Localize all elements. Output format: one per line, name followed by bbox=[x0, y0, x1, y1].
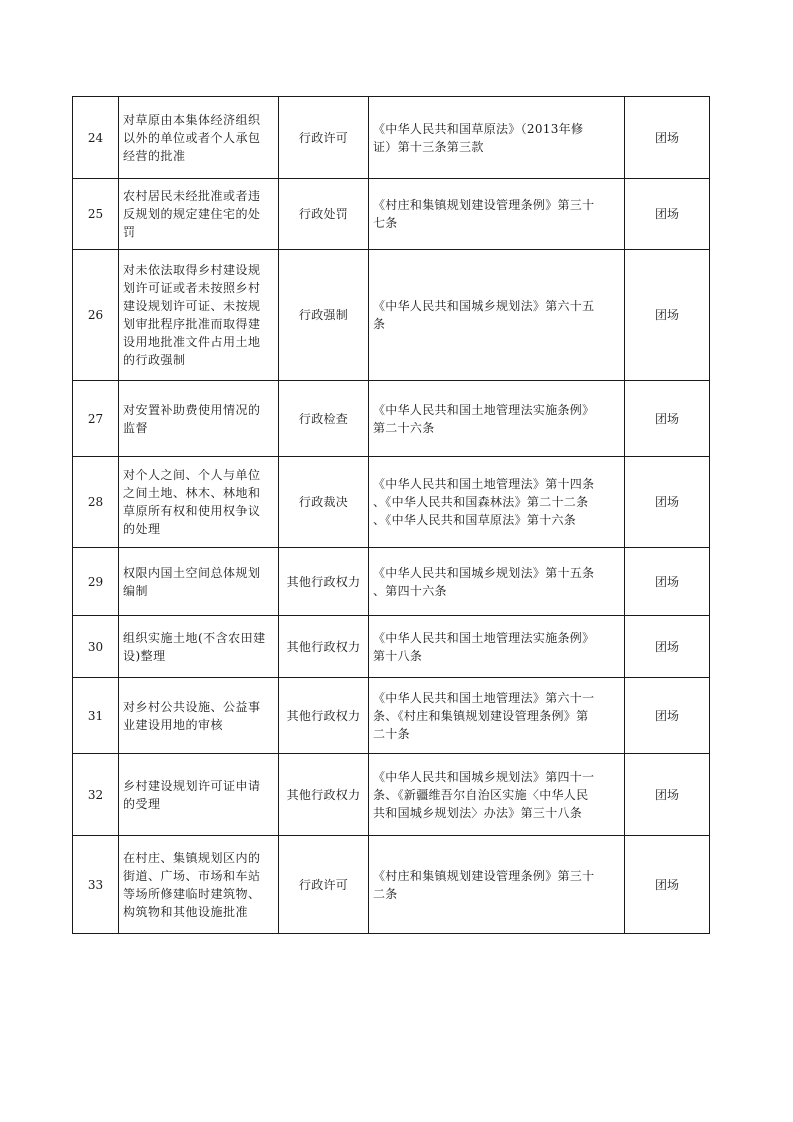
table-row bbox=[73, 97, 710, 179]
legal-basis: 《村庄和集镇规划建设管理条例》第三十 七条 bbox=[373, 198, 595, 230]
row-number: 31 bbox=[87, 708, 104, 723]
legal-basis: 《中华人民共和国城乡规划法》第十五条 、第四十六条 bbox=[373, 565, 595, 598]
power-item-name: 乡村建设规划许可证申请 的受理 bbox=[123, 778, 261, 811]
row-number: 25 bbox=[87, 207, 104, 221]
table-row bbox=[73, 381, 710, 457]
table-row bbox=[73, 754, 710, 836]
power-type: 其他行政权力 bbox=[286, 639, 361, 654]
row-number: 30 bbox=[87, 639, 104, 654]
table-row bbox=[73, 179, 710, 250]
legal-basis: 《中华人民共和国土地管理法实施条例》 第二十六条 bbox=[373, 402, 595, 435]
legal-basis: 《中华人民共和国城乡规划法》第四十一 条、《新疆维吾尔自治区实施〈中华人民 共和国城乡规划法〉办法》第三十八条 bbox=[373, 769, 595, 820]
power-type: 行政检查 bbox=[298, 411, 349, 426]
power-item-name: 农村居民未经批准或者违 反规划的规定建住宅的处 罚 bbox=[123, 189, 261, 239]
implementing-unit: 团场 bbox=[654, 495, 679, 509]
implementing-unit: 团场 bbox=[654, 787, 679, 802]
implementing-unit: 团场 bbox=[654, 130, 679, 145]
table-row bbox=[73, 250, 710, 381]
power-item-name: 权限内国土空间总体规划 编制 bbox=[123, 565, 261, 598]
power-item-name: 在村庄、集镇规划区内的 街道、广场、市场和车站 等场所修建临时建筑物、 构筑物和其他设施批准 bbox=[123, 850, 261, 919]
legal-basis: 《中华人民共和国城乡规划法》第六十五 条 bbox=[373, 299, 595, 331]
legal-basis: 《中华人民共和国土地管理法》第六十一 条、《村庄和集镇规划建设管理条例》第 二十条 bbox=[373, 690, 595, 741]
row-number: 26 bbox=[87, 308, 104, 322]
table-row bbox=[73, 548, 710, 616]
implementing-unit: 团场 bbox=[654, 877, 679, 892]
implementing-unit: 团场 bbox=[654, 639, 679, 654]
table-row bbox=[73, 678, 710, 754]
row-number: 29 bbox=[87, 574, 104, 589]
power-type: 其他行政权力 bbox=[286, 787, 361, 802]
power-type: 行政许可 bbox=[298, 877, 349, 892]
row-number: 32 bbox=[87, 787, 104, 802]
implementing-unit: 团场 bbox=[654, 411, 679, 426]
row-number: 33 bbox=[87, 877, 104, 892]
power-item-name: 对个人之间、个人与单位 之间土地、林木、林地和 草原所有权和使用权争议 的处理 bbox=[123, 468, 261, 536]
power-item-name: 对草原由本集体经济组织 以外的单位或者个人承包 经营的批准 bbox=[123, 112, 261, 163]
power-list-table bbox=[72, 96, 710, 934]
power-list-sheet bbox=[72, 96, 709, 934]
table-row bbox=[73, 616, 710, 678]
power-item-name: 对乡村公共设施、公益事 业建设用地的审核 bbox=[123, 699, 261, 732]
power-item-name: 对未依法取得乡村建设规 划许可证或者未按照乡村 建设规划许可证、未按规 划审批程序批准而取得建 设用地批准文件占用土地 的行政强制 bbox=[123, 263, 261, 367]
power-type: 行政裁决 bbox=[298, 495, 349, 509]
row-number: 28 bbox=[87, 495, 104, 509]
row-number: 24 bbox=[87, 130, 104, 145]
legal-basis: 《中华人民共和国草原法》（2013年修 证）第十三条第三款 bbox=[373, 121, 584, 154]
power-type: 其他行政权力 bbox=[286, 708, 361, 723]
legal-basis: 《中华人民共和国土地管理法》第十四条 、《中华人民共和国森林法》第二十二条 、《中华人民共和国草原法》第十六条 bbox=[373, 477, 595, 527]
table-row bbox=[73, 836, 710, 934]
implementing-unit: 团场 bbox=[654, 308, 679, 322]
table-row bbox=[73, 457, 710, 548]
power-type: 其他行政权力 bbox=[286, 574, 361, 589]
implementing-unit: 团场 bbox=[654, 708, 679, 723]
power-type: 行政强制 bbox=[298, 308, 349, 322]
legal-basis: 《中华人民共和国土地管理法实施条例》 第十八条 bbox=[373, 630, 595, 663]
power-type: 行政许可 bbox=[298, 130, 349, 145]
power-item-name: 组织实施土地(不含农田建 设)整理 bbox=[123, 630, 266, 663]
row-number: 27 bbox=[87, 411, 104, 426]
implementing-unit: 团场 bbox=[654, 207, 679, 221]
legal-basis: 《村庄和集镇规划建设管理条例》第三十 二条 bbox=[373, 868, 595, 901]
power-item-name: 对安置补助费使用情况的 监督 bbox=[123, 402, 261, 435]
implementing-unit: 团场 bbox=[654, 574, 679, 589]
power-type: 行政处罚 bbox=[298, 207, 349, 221]
